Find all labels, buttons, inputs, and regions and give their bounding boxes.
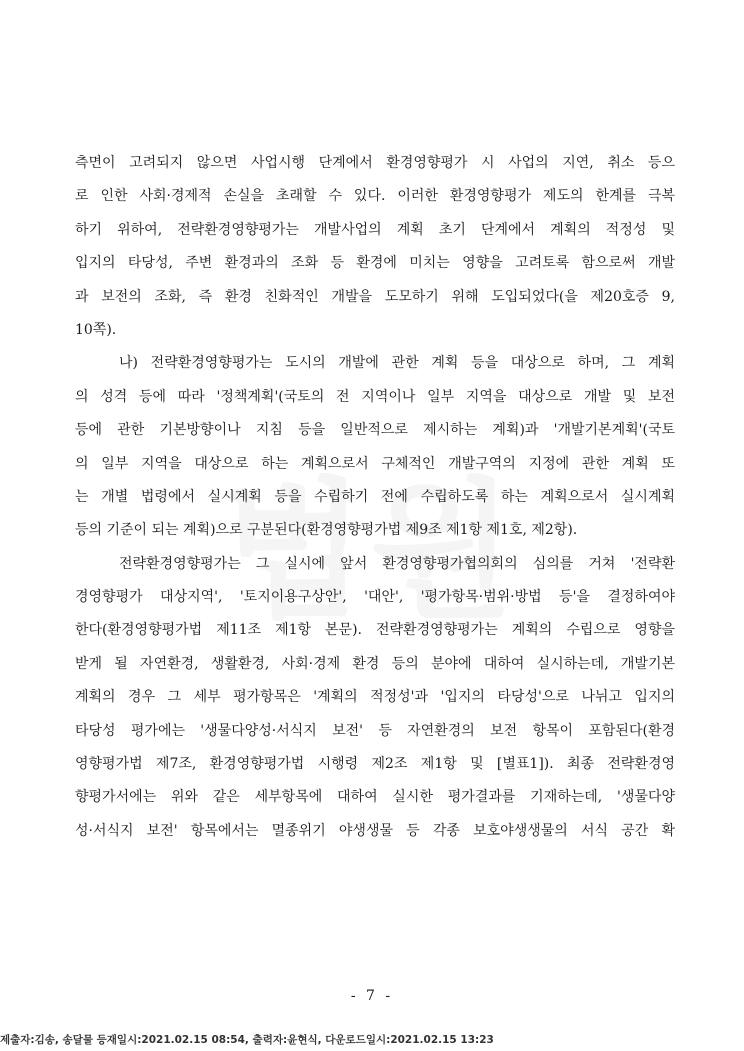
text-line: 전략환경영향평가는 그 실시에 앞서 환경영향평가협의회의 심의를 거쳐 '전략환 bbox=[119, 555, 675, 572]
text-line: 하기 위하여, 전략환경영향평가는 개발사업의 계획 초기 단계에서 계획의 적정성 및 bbox=[75, 221, 675, 238]
text-line: 경영향평가 대상지역', '토지이용구상안', '대안', '평가항목·범위·방법 등'을 결정하여야 bbox=[75, 589, 675, 606]
document-body bbox=[75, 147, 675, 848]
text-line: 입지의 타당성, 주변 환경과의 조화 등 환경에 미치는 영향을 고려토록 함으로써 개발 bbox=[75, 255, 675, 272]
text-line: 10쪽). bbox=[75, 321, 117, 338]
text-line: 로 인한 사회·경제적 손실을 초래할 수 있다. 이러한 환경영향평가 제도의 한계를 극복 bbox=[75, 188, 675, 205]
text-line: 나) 전략환경영향평가는 도시의 개발에 관한 계획 등을 대상으로 하며, 그 계획 bbox=[119, 355, 675, 372]
text-line: 등의 기준이 되는 계획)으로 구분된다(환경영향평가법 제9조 제1항 제1호, 제2항). bbox=[75, 522, 578, 539]
page-number: - 7 - bbox=[350, 988, 394, 1004]
text-line: 성·서식지 보전' 항목에서는 멸종위기 야생생물 등 각종 보호야생생물의 서식 공간 확 bbox=[75, 822, 675, 839]
text-line: 한다(환경영향평가법 제11조 제1항 본문). 전략환경영향평가는 계획의 수립으로 영향을 bbox=[75, 622, 675, 639]
text-line: 의 성격 등에 따라 '정책계획'(국토의 전 지역이나 일부 지역을 대상으로 개발 및 보전 bbox=[75, 388, 675, 405]
download-footer: 제출자:김송, 송달물 등재일시:2021.02.15 08:54, 출력자:윤현식, 다운로드일시:2021.02.15 13:23 bbox=[0, 1034, 494, 1046]
text-line: 측면이 고려되지 않으면 사업시행 단계에서 환경영향평가 시 사업의 지연, 취소 등으 bbox=[75, 155, 675, 171]
text-line: 과 보전의 조화, 즉 환경 친화적인 개발을 도모하기 위해 도입되었다(을 제20호증 9, bbox=[75, 288, 675, 305]
text-line: 향평가서에는 위와 같은 세부항목에 대하여 실시한 평가결과를 기재하는데, '생물다양 bbox=[75, 789, 675, 806]
text-line: 등에 관한 기본방향이나 지침 등을 일반적으로 제시하는 계획)과 '개발기본계획'(국토 bbox=[75, 422, 675, 439]
text-line: 계획의 경우 그 세부 평가항목은 '계획의 적정성'과 '입지의 타당성'으로 나뉘고 입지의 bbox=[75, 689, 675, 706]
text-line: 받게 될 자연환경, 생활환경, 사회·경제 환경 등의 분야에 대하여 실시하는데, 개발기본 bbox=[75, 655, 675, 672]
text-line: 영향평가법 제7조, 환경영향평가법 시행령 제2조 제1항 및 [별표1]). 최종 전략환경영 bbox=[75, 756, 675, 773]
text-line: 의 일부 지역을 대상으로 하는 계획으로서 구체적인 개발구역의 지정에 관한 계획 또 bbox=[75, 455, 675, 472]
text-line: 는 개별 법령에서 실시계획 등을 수립하기 전에 수립하도록 하는 계획으로서 실시계획 bbox=[75, 488, 675, 505]
text-line: 타당성 평가에는 '생물다양성·서식지 보전' 등 자연환경의 보전 항목이 포함된다(환경 bbox=[75, 722, 675, 739]
